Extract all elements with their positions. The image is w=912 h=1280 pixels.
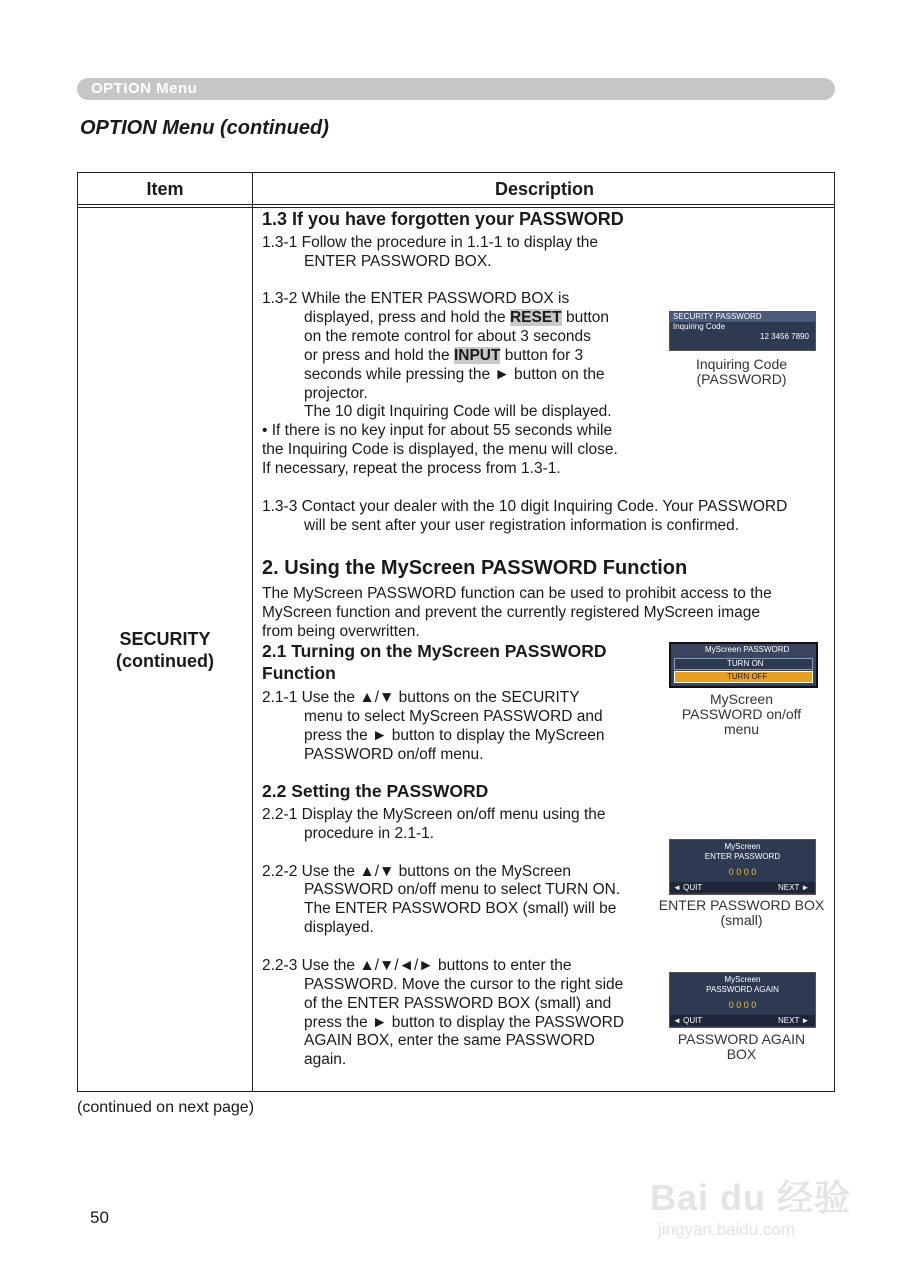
enter-password-caption <box>650 898 833 928</box>
text-line: 1.3-3 Contact your dealer with the 10 digit Inquiring Code. Your PASSWORD <box>262 498 788 515</box>
screen-subtitle: PASSWORD AGAIN <box>706 985 779 994</box>
text-line: of the ENTER PASSWORD BOX (small) and <box>304 995 612 1012</box>
text-line: 2.2-3 Use the ▲/▼/◄/► buttons to enter the <box>262 957 572 974</box>
quit-label: ◄ QUIT <box>673 1016 703 1025</box>
text-line: press the ► button to display the MyScreen <box>304 727 605 744</box>
text-line: 2.2-2 Use the ▲/▼ buttons on the MyScreen <box>262 863 571 880</box>
text-line: procedure in 2.1-1. <box>304 825 435 842</box>
inquiring-code-screen <box>669 311 816 351</box>
menu-item-turn-off-label: TURN OFF <box>727 672 768 681</box>
text-line: AGAIN BOX, enter the same PASSWORD <box>304 1032 595 1049</box>
header-divider <box>78 204 834 205</box>
text-line: The MyScreen PASSWORD function can be used to prohibit access to the <box>262 585 772 602</box>
caption-line: menu <box>723 721 760 737</box>
heading-line: Function <box>262 663 336 683</box>
column-header-description: Description <box>494 179 595 199</box>
item-label-line1: SECURITY <box>119 629 211 649</box>
text-fragment: button <box>561 309 610 326</box>
password-digits: 0 0 0 0 <box>728 867 757 877</box>
menu-item-turn-on-label: TURN ON <box>727 659 764 668</box>
heading-line: 2.1 Turning on the MyScreen PASSWORD <box>262 641 607 661</box>
text-line: PASSWORD on/off menu to select TURN ON. <box>304 881 621 898</box>
text-line: on the remote control for about 3 seconds <box>304 328 591 345</box>
inquiring-code-caption <box>669 357 814 387</box>
text-line: will be sent after your user registration information is confirmed. <box>304 517 740 534</box>
text-line: menu to select MyScreen PASSWORD and <box>304 708 603 725</box>
text-line: PASSWORD. Move the cursor to the right side <box>304 976 624 993</box>
text-line: 1.3-1 Follow the procedure in 1.1-1 to display the <box>262 234 599 251</box>
section-2-2-heading: 2.2 Setting the PASSWORD <box>262 781 489 801</box>
text-line: 1.3-2 While the ENTER PASSWORD BOX is <box>262 290 570 307</box>
text-line: displayed. <box>304 919 374 936</box>
text-line: press the ► button to display the PASSWORD <box>304 1014 625 1031</box>
caption-line: PASSWORD on/off <box>681 706 802 722</box>
reset-key-label: RESET <box>509 309 562 326</box>
text-line: ENTER PASSWORD BOX. <box>304 253 492 270</box>
enter-password-box <box>669 839 816 895</box>
onoff-menu-screen <box>669 642 818 688</box>
onoff-menu-caption <box>669 692 814 737</box>
watermark-brand: Bai du 经验 <box>650 1177 852 1218</box>
next-label: NEXT ► <box>778 883 810 892</box>
text-line: 2.2-1 Display the MyScreen on/off menu using the <box>262 806 606 823</box>
continued-note: (continued on next page) <box>77 1099 255 1116</box>
password-again-box <box>669 972 816 1028</box>
header-divider-double <box>78 207 834 208</box>
caption-line: (small) <box>720 912 763 928</box>
item-label <box>78 628 252 672</box>
caption-line: ENTER PASSWORD BOX <box>658 897 825 913</box>
watermark-url: jingyan.baidu.com <box>658 1220 796 1239</box>
text-line <box>304 346 583 365</box>
column-divider <box>252 173 253 1091</box>
text-fragment: or press and hold the <box>304 347 454 364</box>
inquiring-code-value: 12 3456 7890 <box>760 332 809 341</box>
baidu-watermark <box>640 1150 870 1260</box>
text-line: The 10 digit Inquiring Code will be displayed. <box>304 403 612 420</box>
section-2-1-heading <box>262 640 607 684</box>
caption-line: PASSWORD AGAIN <box>677 1031 806 1047</box>
text-line: seconds while pressing the ► button on the <box>304 366 605 383</box>
password-again-caption <box>669 1032 814 1062</box>
text-line: from being overwritten. <box>262 623 420 640</box>
caption-line: (PASSWORD) <box>696 371 787 387</box>
screen-title: MyScreen <box>724 842 761 851</box>
quit-label: ◄ QUIT <box>673 883 703 892</box>
screen-title: SECURITY PASSWORD <box>673 312 762 321</box>
page-number: 50 <box>90 1208 109 1227</box>
text-line: MyScreen function and prevent the currently registered MyScreen image <box>262 604 760 621</box>
item-label-line2: (continued) <box>116 651 214 671</box>
section-1-3-heading: 1.3 If you have forgotten your PASSWORD <box>262 209 624 229</box>
screen-title: MyScreen <box>724 975 761 984</box>
section-header-bar <box>77 78 835 100</box>
text-line: The ENTER PASSWORD BOX (small) will be <box>304 900 617 917</box>
section-2-heading: 2. Using the MyScreen PASSWORD Function <box>262 557 688 579</box>
screen-subtitle: ENTER PASSWORD <box>704 852 781 861</box>
next-label: NEXT ► <box>778 1016 810 1025</box>
screen-title: MyScreen PASSWORD <box>705 645 790 654</box>
password-digits: 0 0 0 0 <box>728 1000 757 1010</box>
caption-line: Inquiring Code <box>695 356 788 372</box>
page-title: OPTION Menu (continued) <box>80 117 329 139</box>
caption-line: MyScreen <box>709 691 774 707</box>
text-line: If necessary, repeat the process from 1.3-1. <box>262 460 561 477</box>
caption-line: BOX <box>726 1046 757 1062</box>
screen-label: Inquiring Code <box>673 322 726 331</box>
text-line: • If there is no key input for about 55 seconds while <box>262 422 613 439</box>
text-line: again. <box>304 1051 347 1068</box>
input-key-label: INPUT <box>453 347 501 364</box>
column-header-item: Item <box>146 179 184 199</box>
text-line: projector. <box>304 385 368 402</box>
text-fragment: button for 3 <box>500 347 584 364</box>
text-fragment: displayed, press and hold the <box>304 309 510 326</box>
text-line: PASSWORD on/off menu. <box>304 746 484 763</box>
text-line: 2.1-1 Use the ▲/▼ buttons on the SECURITY <box>262 689 580 706</box>
text-line: the Inquiring Code is displayed, the menu will close. <box>262 441 618 458</box>
text-line <box>304 308 609 327</box>
section-header-label: OPTION Menu <box>91 80 198 97</box>
